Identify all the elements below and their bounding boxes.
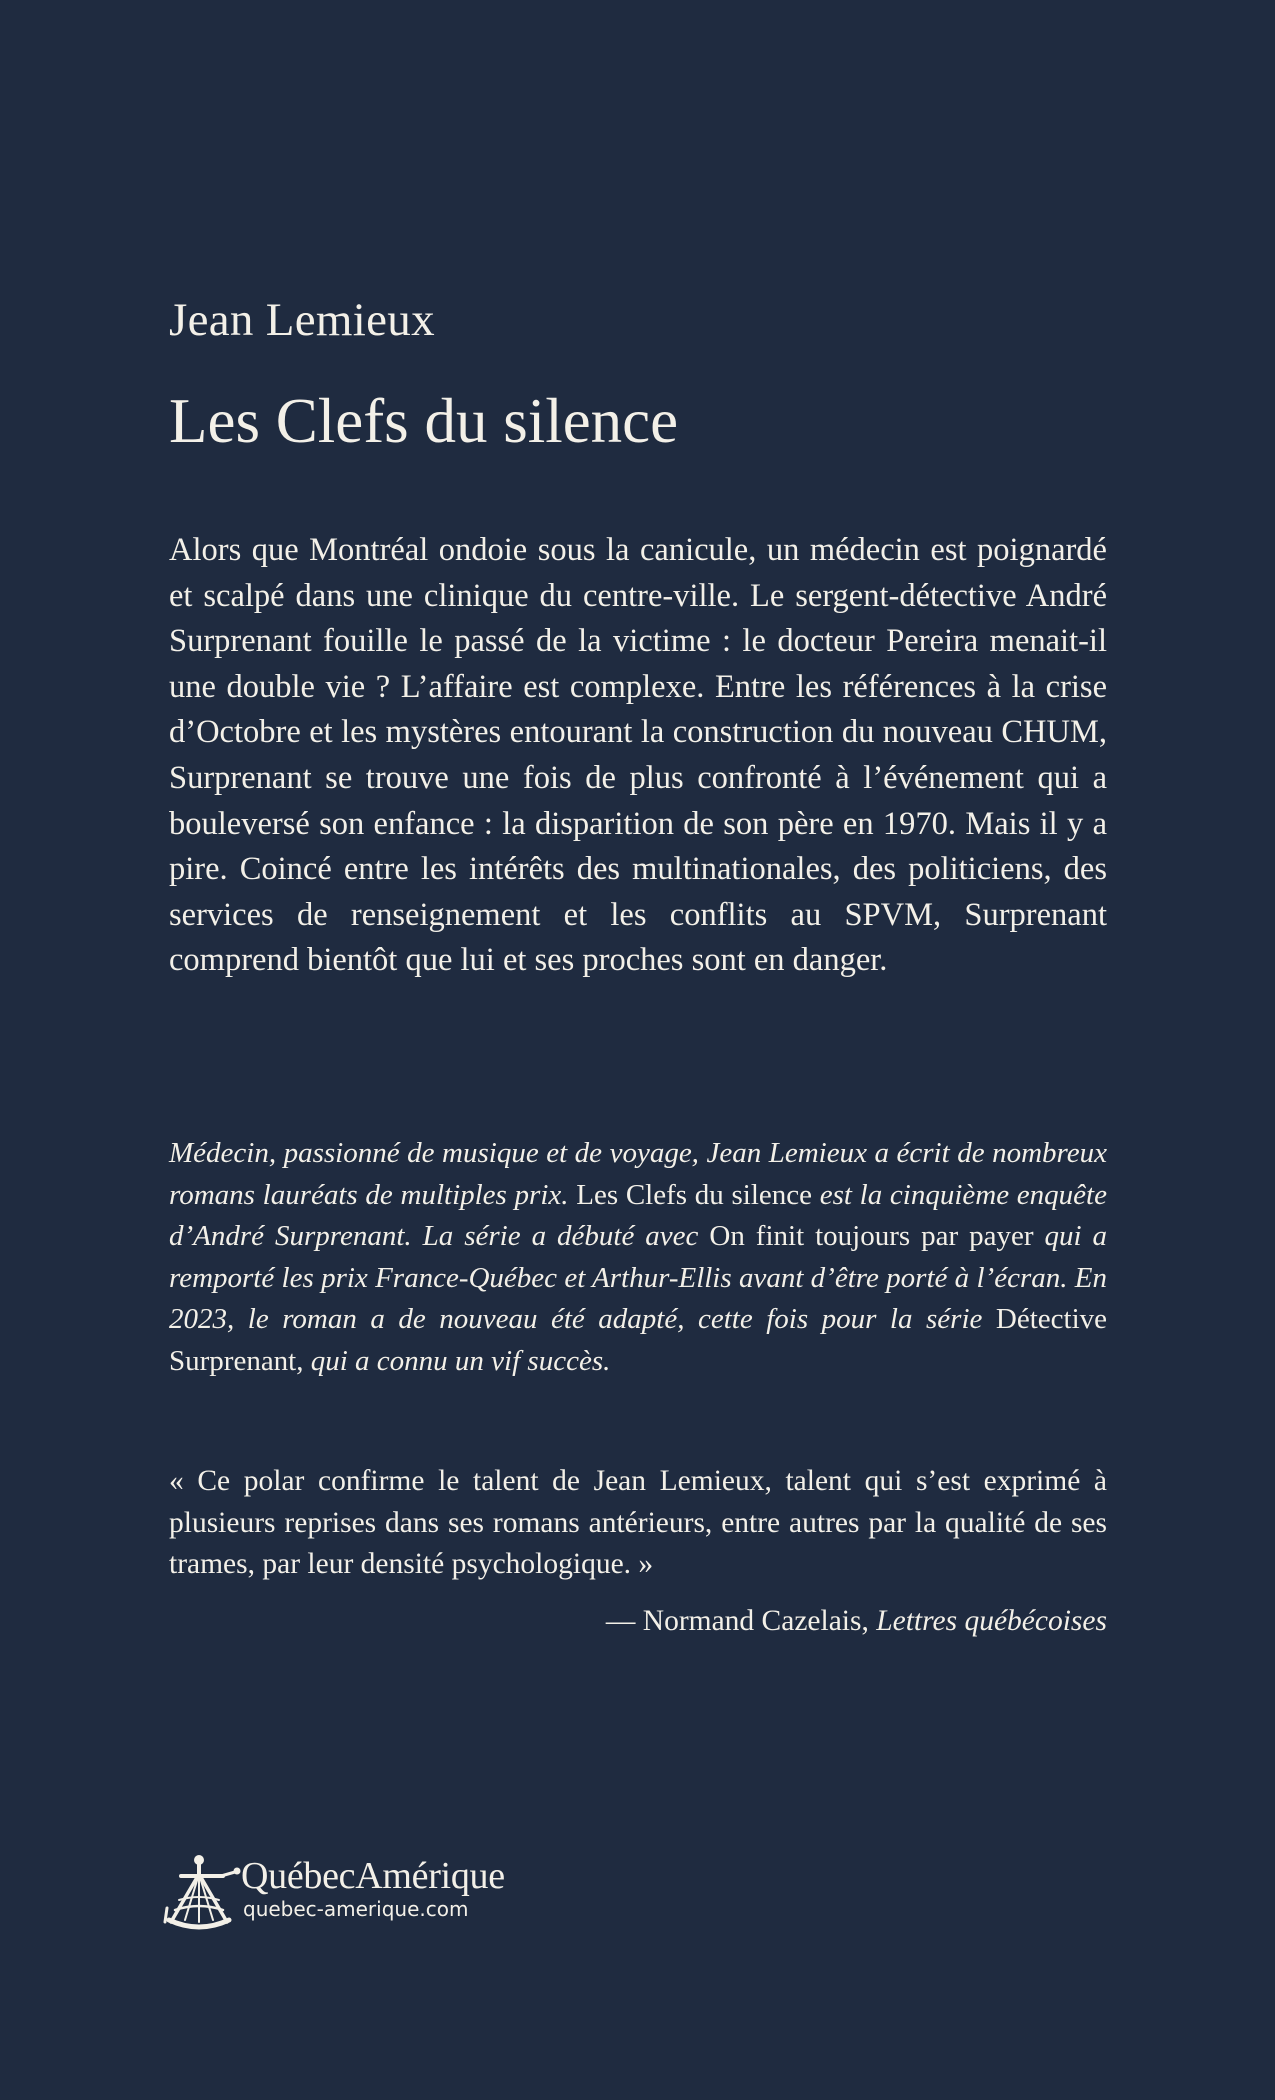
publisher-name: QuébecAmérique <box>241 1855 505 1897</box>
quote-attribution <box>169 1600 1107 1642</box>
author-name: Jean Lemieux <box>169 294 435 346</box>
bio-text-3: qui a remporté les prix France-Québec et Arthur-Ellis avant d’être porté à l’écran. En 2023, le roman a de nouveau été adapté, cette fois pour la série <box>169 1220 1108 1335</box>
attribution-name: — Normand Cazelais, <box>605 1605 869 1637</box>
press-quote: « Ce polar confirme le talent de Jean Lemieux, talent qui s’est exprimé à plusieurs reprises dans ses romans antérieurs, entre autres par la qualité de ses trames, par leur densité psychologique. » <box>169 1465 1107 1580</box>
sextant-icon <box>163 1850 243 1930</box>
book-title: Les Clefs du silence <box>169 386 679 456</box>
bio-text-1: Médecin, passionné de musique et de voyage, Jean Lemieux a écrit de nombreux romans lauréats de multiples prix. <box>169 1137 1107 1211</box>
attribution-source: Lettres québécoises <box>876 1605 1107 1637</box>
bio-first-book-title: On finit toujours par payer <box>709 1220 1034 1252</box>
bio-series-title: Détective Surprenant, <box>169 1303 1107 1377</box>
bio-book-title: Les Clefs du silence <box>576 1178 812 1211</box>
publisher-logo <box>163 1850 563 1930</box>
publisher-url: quebec-amerique.com <box>243 1897 469 1921</box>
bio-text-2: est la cinquième enquête d’André Surprenant. La série a débuté avec <box>169 1178 1107 1252</box>
author-bio <box>169 1133 1107 1382</box>
bio-text-4: qui a connu un vif succès. <box>310 1344 611 1377</box>
back-cover <box>169 0 1107 2100</box>
synopsis: Alors que Montréal ondoie sous la canicule, un médecin est poignardé et scalpé dans une clinique du centre-ville. Le sergent-détective André Surprenant fouille le passé de la victime : le docteur Pereira menait-il une double vie ? L’affaire est complexe. Entre les références à la crise d’Octobre et les mystères entourant la construction du nouveau CHUM, Surprenant se trouve une fois de plus confronté à l’événement qui a bouleversé son enfance : la disparition de son père en 1970. Mais il y a pire. Coincé entre les intérêts des multinationales, des politiciens, des services de renseignement et les conflits au SPVM, Surprenant comprend bientôt que lui et ses proches sont en danger. <box>169 532 1107 979</box>
